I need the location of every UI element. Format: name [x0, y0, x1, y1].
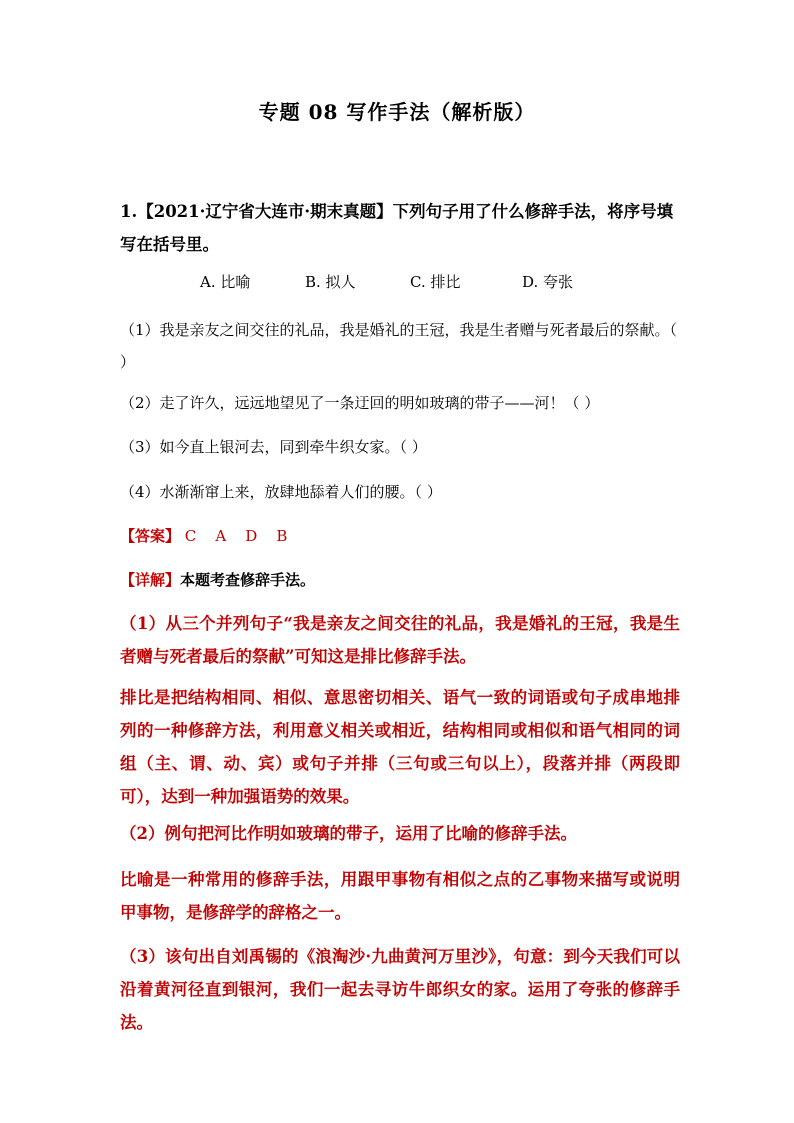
explanation-paragraph-1: （1）从三个并列句子“我是亲友之间交往的礼品，我是婚礼的王冠，我是生者赠与死者最后的祭献”可知这是排比修辞手法。 — [120, 614, 680, 666]
options-row — [200, 270, 573, 294]
explanation-paragraph-5: （3）该句出自刘禹锡的《浪淘沙·九曲黄河万里沙》，句意：到今天我们可以沿着黄河径直到银河，我们一起去寻访牛郎织女的家。运用了夸张的修辞手法。 — [120, 947, 680, 1032]
answer-tag: 【答案】 — [120, 527, 181, 545]
option-d: D. 夸张 — [522, 273, 574, 291]
answer-value: C A D B — [184, 527, 288, 545]
explanation-paragraph-2: 排比是把结构相同、相似、意思密切相关、语气一致的词语或句子成串地排列的一种修辞方法，利用意义相关或相近，结构相同或相似和语气相同的词组（主、谓、动、宾）或句子并排（三句或三句以上），段落并排（两段即可），达到一种加强语势的效果。 — [120, 688, 680, 806]
question-item-4: （4）水渐渐窜上来，放肆地舔着人们的腰。（ ） — [120, 483, 442, 501]
detail-tag: 【详解】 — [120, 571, 181, 589]
option-b: B. 拟人 — [305, 273, 356, 291]
question-prompt: 1.【2021·辽宁省大连市·期末真题】下列句子用了什么修辞手法，将序号填写在括号里。 — [120, 202, 674, 254]
page-title: 专题 08 写作手法（解析版） — [258, 100, 536, 124]
option-a: A. 比喻 — [200, 273, 251, 291]
explanation-paragraph-3: （2）例句把河比作明如玻璃的带子，运用了比喻的修辞手法。 — [120, 824, 577, 843]
option-c: C. 排比 — [410, 273, 461, 291]
detail-intro: 本题考查修辞手法。 — [180, 571, 316, 589]
answer-line — [120, 522, 287, 550]
detail-line — [120, 566, 315, 594]
explanation-paragraph-4: 比喻是一种常用的修辞手法，用跟甲事物有相似之点的乙事物来描写或说明甲事物，是修辞学的辞格之一。 — [120, 870, 680, 922]
question-item-3: （3）如今直上银河去，同到牵牛织女家。（ ） — [120, 438, 427, 456]
question-item-2: （2）走了许久，远远地望见了一条迂回的明如玻璃的带子——河！（ ） — [120, 394, 600, 412]
question-item-1: （1）我是亲友之间交往的礼品，我是婚礼的王冠，我是生者赠与死者最后的祭献。（ ） — [120, 321, 678, 371]
